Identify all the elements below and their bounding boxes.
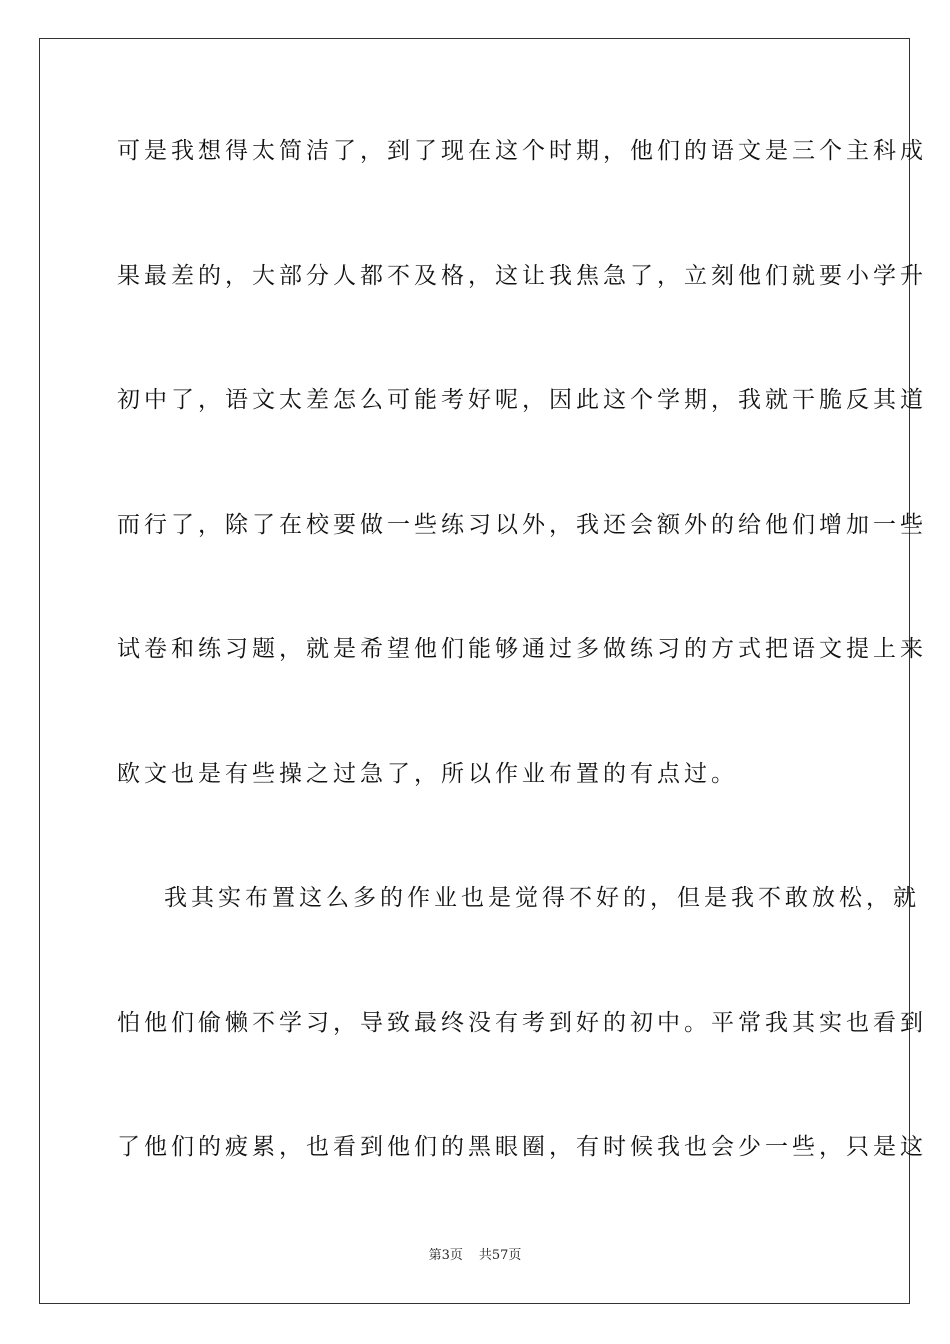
- text-line: 而行了，除了在校要做一些练习以外，我还会额外的给他们增加一些: [117, 512, 927, 538]
- text-line: 可是我想得太简洁了，到了现在这个时期，他们的语文是三个主科成: [117, 138, 927, 164]
- page-total: 共57页: [478, 1248, 522, 1263]
- page-footer: [0, 1247, 950, 1265]
- paragraph-first-line: 我其实布置这么多的作业也是觉得不好的，但是我不敢放松，就: [164, 885, 920, 911]
- text-line: 怕他们偷懒不学习，导致最终没有考到好的初中。平常我其实也看到: [117, 1010, 927, 1036]
- text-line: 试卷和练习题，就是希望他们能够通过多做练习的方式把语文提上来: [117, 636, 927, 662]
- text-line: 果最差的，大部分人都不及格，这让我焦急了，立刻他们就要小学升: [117, 263, 927, 289]
- page-number: 第3页: [428, 1248, 463, 1263]
- text-line: 了他们的疲累，也看到他们的黑眼圈，有时候我也会少一些，只是这: [117, 1134, 927, 1160]
- text-line: 初中了，语文太差怎么可能考好呢，因此这个学期，我就干脆反其道: [117, 387, 927, 413]
- page-border: [39, 38, 927, 1304]
- text-line: 欧文也是有些操之过急了，所以作业布置的有点过。: [117, 761, 738, 787]
